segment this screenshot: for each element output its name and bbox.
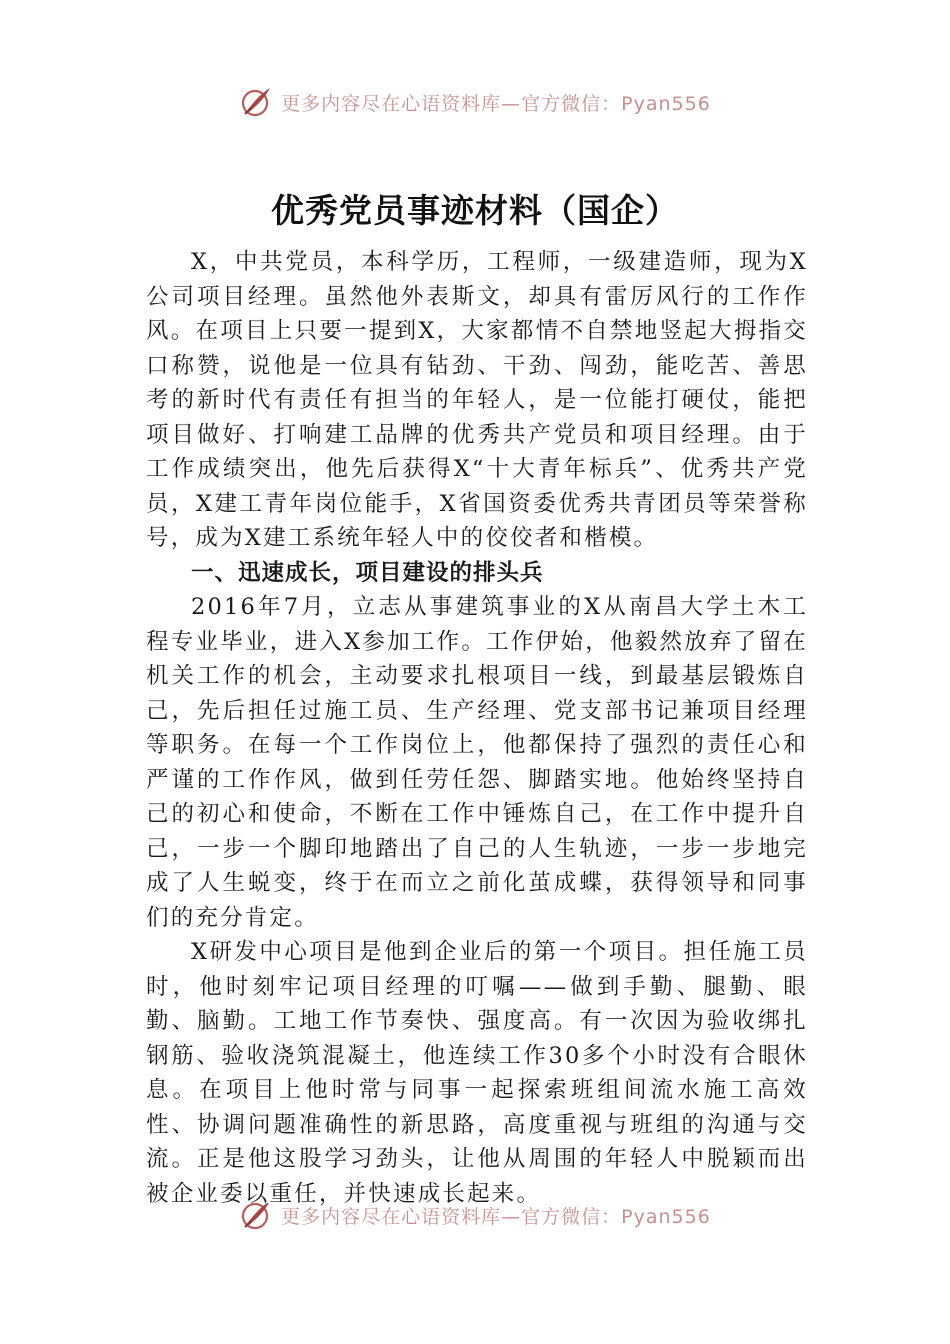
paragraph-growth: 2016年7月，立志从事建筑事业的X从南昌大学土木工程专业毕业，进入X参加工作。工作伊始，他毅然放弃了留在机关工作的机会，主动要求扎根项目一线，到最基层锻炼自己，先后担任过施工员、生产经理、党支部书记兼项目经理等职务。在每一个工作岗位上，他都保持了强烈的责任心和严谨的工作作风，做到任劳任怨、脚踏实地。他始终坚持自己的初心和使命，不断在工作中锤炼自己，在工作中提升自己，一步一个脚印地踏出了自己的人生轨迹，一步一步地完成了人生蜕变，终于在而立之前化茧成蝶，获得领导和同事们的充分肯定。 (146, 594, 808, 931)
document-body (146, 245, 808, 1211)
document-title: 优秀党员事迹材料（国企） (271, 191, 679, 230)
paragraph-first-project: X研发中心项目是他到企业后的第一个项目。担任施工员时，他时刻牢记项目经理的叮嘱——做到手勤、腿勤、眼勤、脑勤。工地工作节奏快、强度高。有一次因为验收绑扎钢筋、验收浇筑混凝土，他连续工作30多个小时没有合眼休息。在项目上他时常与同事一起探索班组间流水施工高效性、协调问题准确性的新思路，高度重视与班组的沟通与交流。正是他这股学习劲头，让他从周围的年轻人中脱颖而出被企业委以重任，并快速成长起来。 (146, 939, 808, 1207)
watermark-text: 更多内容尽在心语资料库—官方微信：Pyan556 (281, 92, 711, 115)
feather-pen-logo-icon (239, 85, 273, 119)
paragraph-intro: X，中共党员，本科学历，工程师，一级建造师，现为X公司项目经理。虽然他外表斯文，却具有雷厉风行的工作作风。在项目上只要一提到X，大家都情不自禁地竖起大拇指交口称赞，说他是一位具有钻劲、干劲、闯劲，能吃苦、善思考的新时代有责任有担当的年轻人，是一位能打硬仗，能把项目做好、打响建工品牌的优秀共产党员和项目经理。由于工作成绩突出，他先后获得X“十大青年标兵”、优秀共产党员，X建工青年岗位能手，X省国资委优秀共青团员等荣誉称号，成为X建工系统年轻人中的佼佼者和楷模。 (146, 249, 808, 551)
feather-pen-logo-icon (239, 1203, 273, 1232)
watermark-text: 更多内容尽在心语资料库—官方微信：Pyan556 (281, 1205, 711, 1228)
watermark-header (0, 82, 950, 122)
section-heading-1: 一、迅速成长，项目建设的排头兵 (191, 559, 544, 586)
watermark-footer (0, 1203, 950, 1239)
